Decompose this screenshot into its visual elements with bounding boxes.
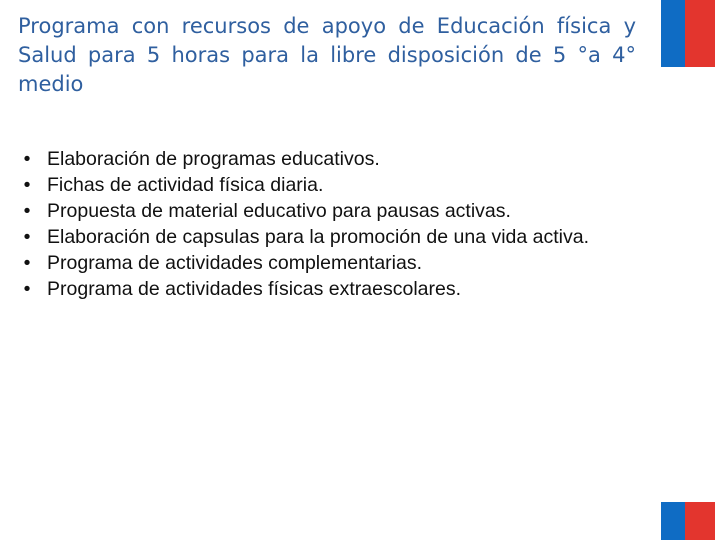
flag-red-stripe xyxy=(685,0,715,67)
list-item-text: Programa de actividades físicas extraescolares. xyxy=(47,278,462,300)
list-item-text: Elaboración de capsulas para la promoción de una vida activa. xyxy=(47,226,590,248)
flag-blue-stripe xyxy=(661,502,685,540)
list-item xyxy=(18,146,618,172)
list-item-text: Programa de actividades complementarias. xyxy=(47,252,423,274)
bullet-list xyxy=(18,146,618,302)
flag-logo-top xyxy=(661,0,715,67)
flag-blue-stripe xyxy=(661,0,685,67)
list-item-text: Propuesta de material educativo para pausas activas. xyxy=(47,200,511,222)
bullet-icon: • xyxy=(23,200,31,222)
list-item xyxy=(18,250,618,276)
slide-title: Programa con recursos de apoyo de Educación física y Salud para 5 horas para la libre disposición de 5 °a 4° medio xyxy=(18,14,636,96)
flag-red-stripe xyxy=(685,502,715,540)
list-item-text: Elaboración de programas educativos. xyxy=(47,148,380,170)
list-item-text: Fichas de actividad física diaria. xyxy=(47,174,324,196)
bullet-icon: • xyxy=(23,174,31,196)
bullet-icon: • xyxy=(23,278,31,300)
list-item xyxy=(18,198,618,224)
bullet-icon: • xyxy=(23,148,31,170)
list-item xyxy=(18,172,618,198)
flag-logo-bottom xyxy=(661,502,715,540)
bullet-icon: • xyxy=(23,252,31,274)
list-item xyxy=(18,224,618,250)
list-item xyxy=(18,276,618,302)
bullet-icon: • xyxy=(23,226,31,248)
